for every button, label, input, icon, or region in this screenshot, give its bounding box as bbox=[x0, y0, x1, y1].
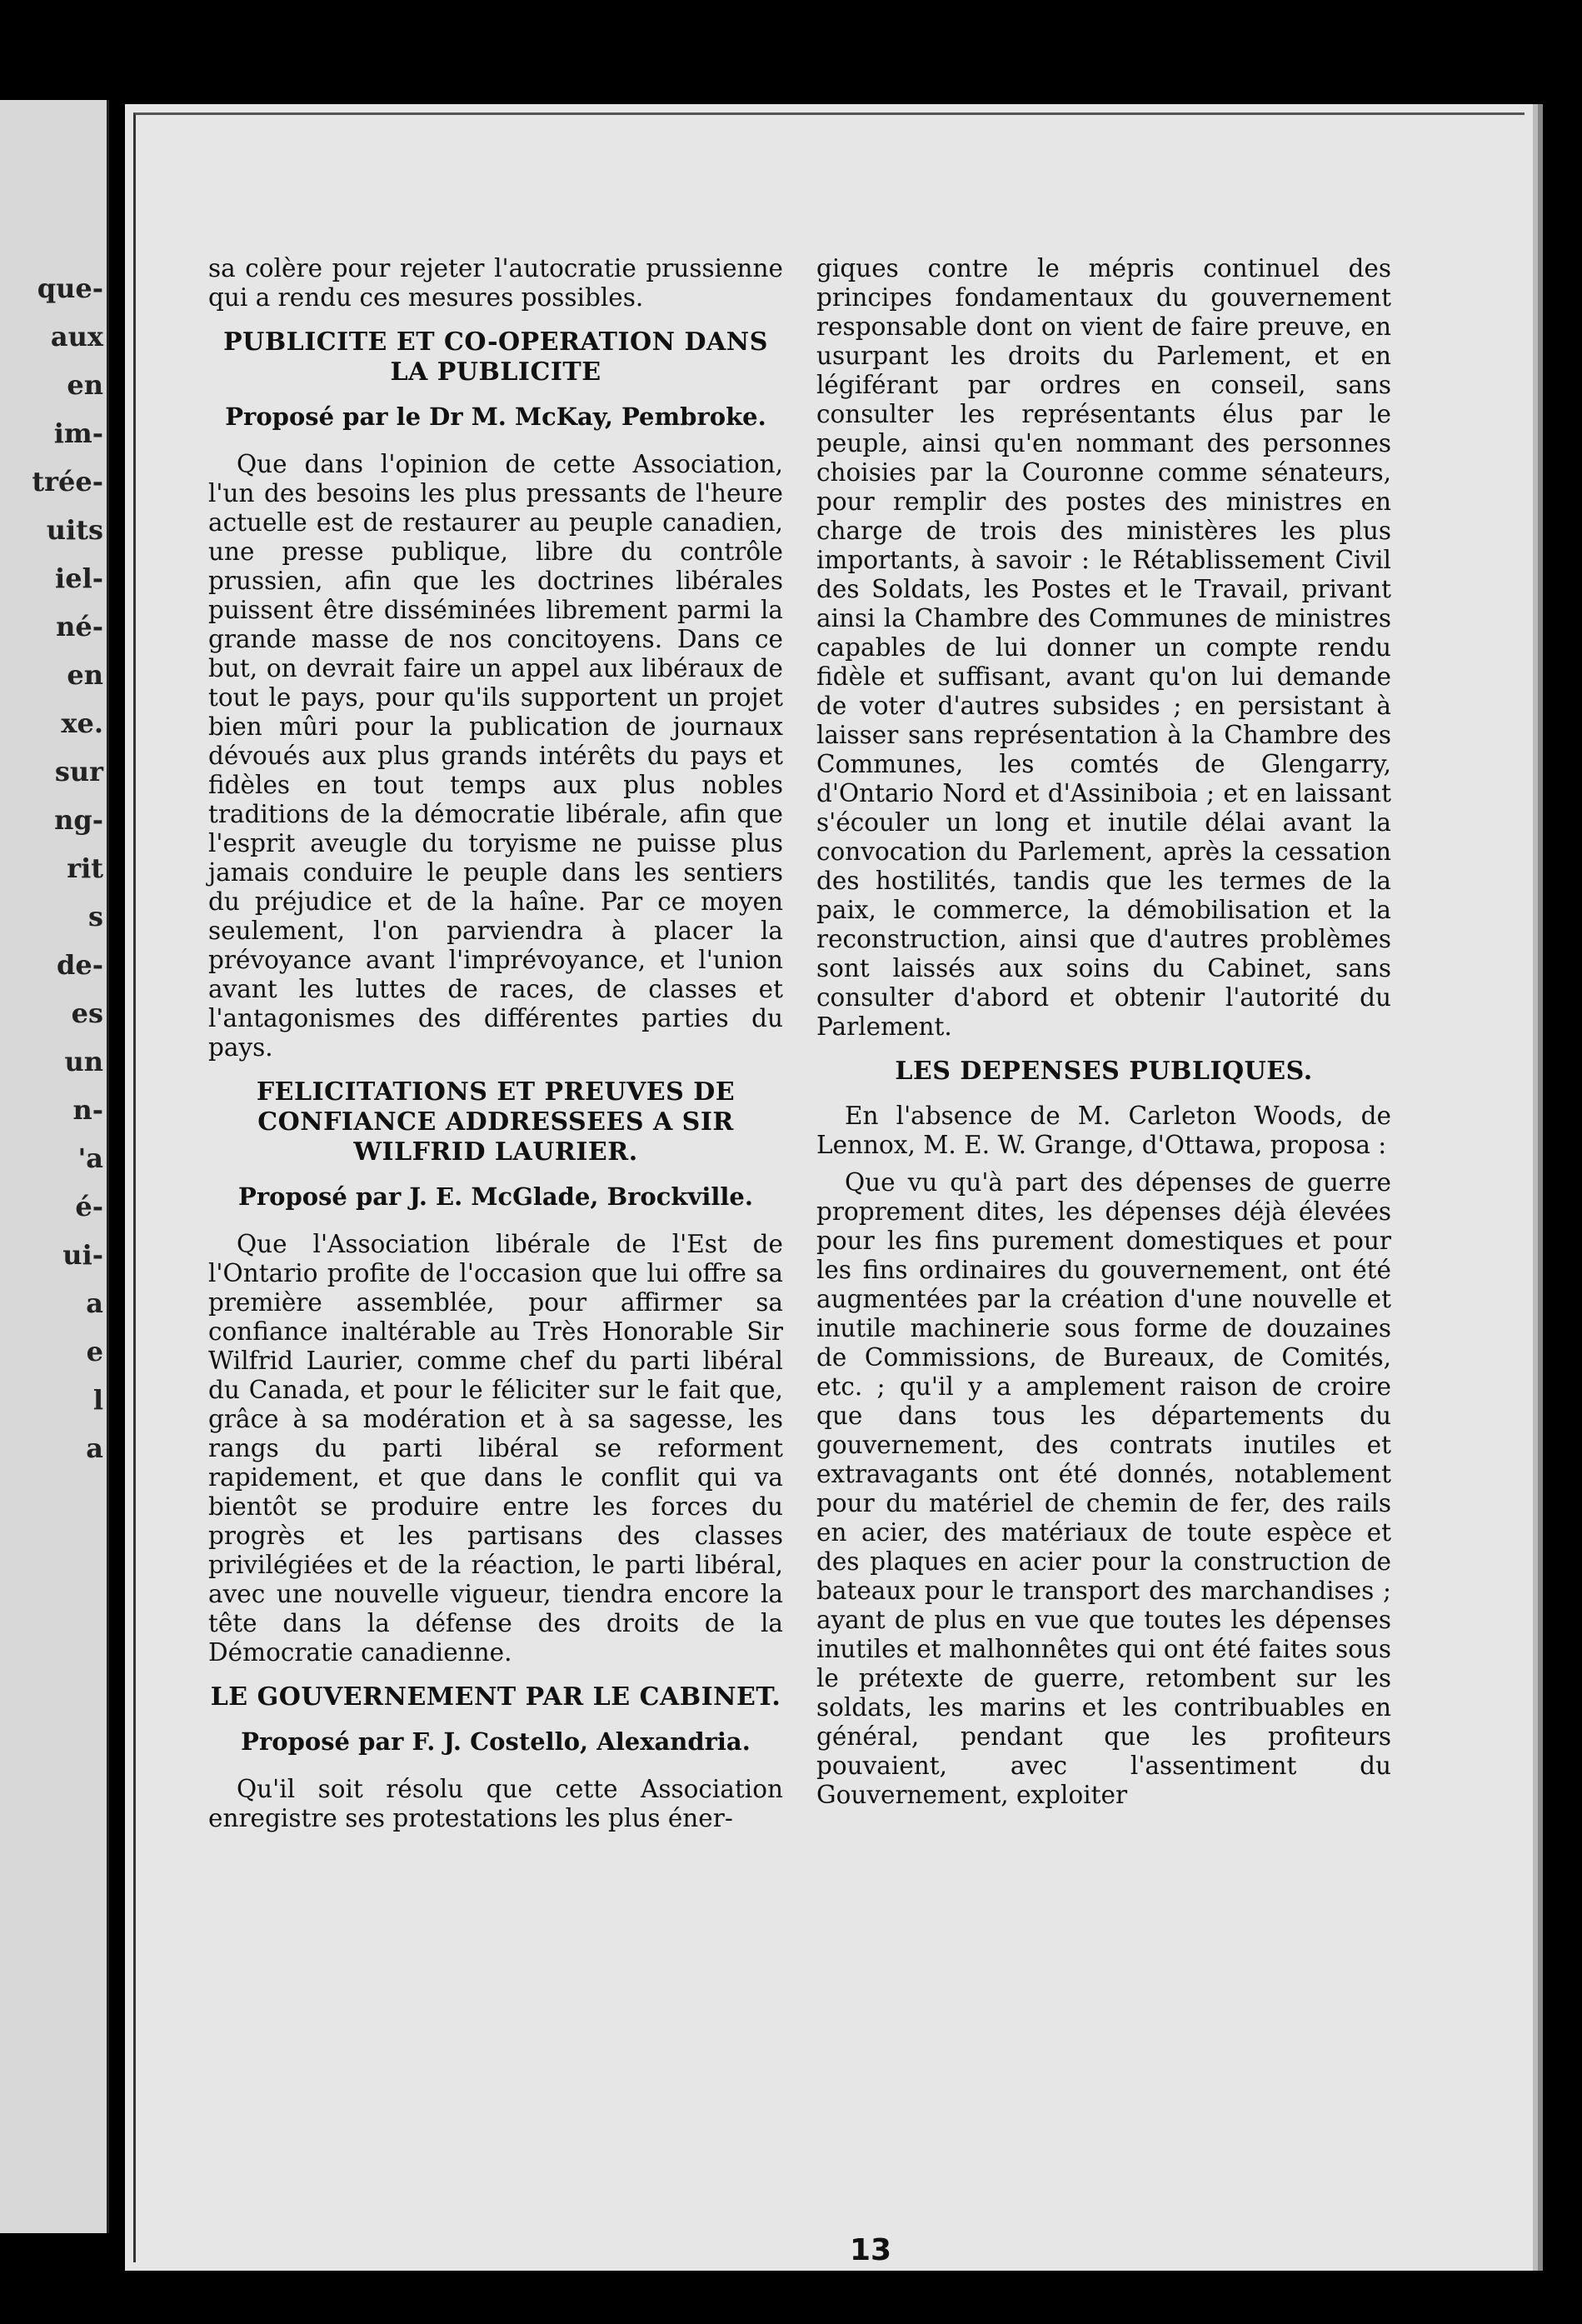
facing-page-word-fragment: ui- bbox=[62, 1239, 103, 1271]
section-heading-gouvernement: LE GOUVERNEMENT PAR LE CABINET. bbox=[210, 1682, 781, 1712]
facing-page-word-fragment: sur bbox=[54, 756, 103, 787]
facing-page-word-fragment: s bbox=[87, 901, 103, 932]
facing-page-word-fragment: é- bbox=[75, 1191, 103, 1222]
facing-page-word-fragment: que- bbox=[37, 272, 103, 304]
document-page bbox=[125, 104, 1533, 2271]
section-heading-publicite: PUBLICITE ET CO-OPERATION DANS LA PUBLICITE bbox=[223, 327, 768, 387]
facing-page-word-fragment: xe. bbox=[61, 707, 103, 739]
section-heading-felicitations: FELICITATIONS ET PREUVES DE CONFIANCE ADDRESSEES A SIR WILFRID LAURIER. bbox=[256, 1077, 736, 1167]
paragraph-resolution: Qu'il soit résolu que cette Association enregistre ses protestations les plus éner- bbox=[208, 1775, 783, 1832]
facing-page-word-fragment: un bbox=[64, 1046, 103, 1077]
facing-page-word-fragment: trée- bbox=[32, 466, 103, 497]
paragraph-continuation: giques contre le mépris continuel des principes fondamentaux du gouvernement responsable dont on vient de faire preuve, en usurpant les droits du Parlement, et en légiférant par ordres en conseil, sans consulter les représentants élus par le peuple, ainsi qu'en nommant des personnes choisies par la Couronne comme sénateurs, pour remplir des postes des ministres en charge de trois des ministères les plus importants, à savoir : le Rétablissement Civil des Soldats, les Postes et le Travail, privant ainsi la Chambre des Communes de ministres capables de lui donner un compte rendu fidèle et suffisant, avant qu'on lui demande de voter d'autres subsides ; en persistant à laisser sans représentation à la Chambre des Communes, les comtés de Glengarry, d'Ontario Nord et d'Assiniboia ; et en laissant s'écouler un long et inutile délai avant la convocation du Parlement, après la cessation des hostilités, tandis que les termes de la paix, le commerce, la démobilisation et la reconstruction, ainsi que d'autres problèmes sont laissés aux soins du Cabinet, sans consulter d'abord et obtenir l'autorité du Parlement. bbox=[816, 254, 1391, 1041]
facing-page-word-fragment: en bbox=[67, 369, 103, 401]
facing-page-word-fragment: 'a bbox=[77, 1142, 103, 1174]
facing-page-word-fragment: iel- bbox=[55, 562, 103, 594]
facing-page-word-fragment: l bbox=[92, 1384, 103, 1416]
facing-page-word-fragment: de- bbox=[56, 949, 103, 981]
facing-page-word-fragment: aux bbox=[50, 321, 103, 352]
section-heading-depenses: LES DEPENSES PUBLIQUES. bbox=[895, 1057, 1313, 1086]
paragraph-resolution: Que dans l'opinion de cette Association, l'un des besoins les plus pressants de l'heure actuelle est de restaurer au peuple canadien, une presse publique, libre du contrôle prussien, afin que les doctrines libérales puissent être disséminées librement parmi la grande masse de nos concitoyens. Dans ce but, on devrait faire un appel aux libéraux de tout le pays, pour qu'ils supportent un projet bien mûri pour la publication de journaux dévoués aux plus grands intérêts du pays et fidèles en tout temps aux plus nobles traditions de la démocratie libérale, afin que l'esprit aveugle du toryisme ne puisse plus jamais conduire le peuple dans les sentiers du préjudice et de la haîne. Par ce moyen seulement, l'on parviendra à placer la prévoyance avant l'imprévoyance, et l'union avant les luttes de races, de classes et l'antagonismes des différentes parties du pays. bbox=[208, 450, 783, 1062]
facing-page-word-fragment: e bbox=[86, 1336, 103, 1367]
facing-page-word-fragment: né- bbox=[56, 611, 103, 642]
right-column bbox=[816, 254, 1391, 1818]
paragraph-continuation: sa colère pour rejeter l'autocratie prussienne qui a rendu ces mesures possibles. bbox=[208, 254, 783, 312]
facing-page-word-fragment: n- bbox=[72, 1094, 103, 1126]
facing-page-word-fragment: en bbox=[67, 659, 103, 691]
facing-page-word-fragment: uits bbox=[46, 514, 103, 546]
facing-page-fragment bbox=[0, 100, 109, 2233]
paragraph-resolution: Que l'Association libérale de l'Est de l'Ontario profite de l'occasion que lui offre sa première assemblée, pour affirmer sa confiance inaltérable au Très Honorable Sir Wilfrid Laurier, comme chef du parti libéral du Canada, et pour le féliciter sur le fait que, grâce à sa modération et à sa sagesse, les rangs du parti libéral se reforment rapidement, et que dans le conflit qui va bientôt se produire entre les forces du progrès et les partisans des classes privilégiées et de la réaction, le parti libéral, avec une nouvelle vigueur, tiendra encore la tête dans la défense des droits de la Démocratie canadienne. bbox=[208, 1230, 783, 1667]
left-column bbox=[208, 254, 783, 1842]
facing-page-word-fragment: rit bbox=[67, 852, 103, 884]
proposer-line: Proposé par J. E. McGlade, Brockville. bbox=[238, 1182, 753, 1211]
paragraph-intro: En l'absence de M. Carleton Woods, de Lennox, M. E. W. Grange, d'Ottawa, proposa : bbox=[816, 1102, 1391, 1159]
facing-page-word-fragment: im- bbox=[53, 417, 103, 449]
proposer-line: Proposé par le Dr M. McKay, Pembroke. bbox=[225, 402, 766, 431]
facing-page-word-fragment: a bbox=[86, 1432, 103, 1464]
facing-page-word-fragment: a bbox=[86, 1287, 103, 1319]
page-number: 13 bbox=[850, 2233, 892, 2267]
facing-page-word-fragment: ng- bbox=[54, 804, 103, 836]
paragraph-resolution: Que vu qu'à part des dépenses de guerre proprement dites, les dépenses déjà élevées pour les fins purement domestiques et pour les fins ordinaires du gouvernement, ont été augmentées par la création d'une nouvelle et inutile machinerie sous forme de douzaines de Commissions, de Bureaux, de Comités, etc. ; qu'il y a amplement raison de croire que dans tous les départements du gouvernement, des contrats inutiles et extravagants ont été donnés, notablement pour du matériel de chemin de fer, des rails en acier, des matériaux de toute espèce et des plaques en acier pour la construction de bateaux pour le transport des marchandises ; ayant de plus en vue que toutes les dépenses inutiles et malhonnêtes qui ont été faites sous le prétexte de guerre, retombent sur les soldats, les marins et les contribuables en général, pendant que les profiteurs pouvaient, avec l'assentiment du Gouvernement, exploiter bbox=[816, 1168, 1391, 1809]
facing-page-word-fragment: es bbox=[71, 997, 103, 1029]
proposer-line: Proposé par F. J. Costello, Alexandria. bbox=[241, 1727, 751, 1756]
